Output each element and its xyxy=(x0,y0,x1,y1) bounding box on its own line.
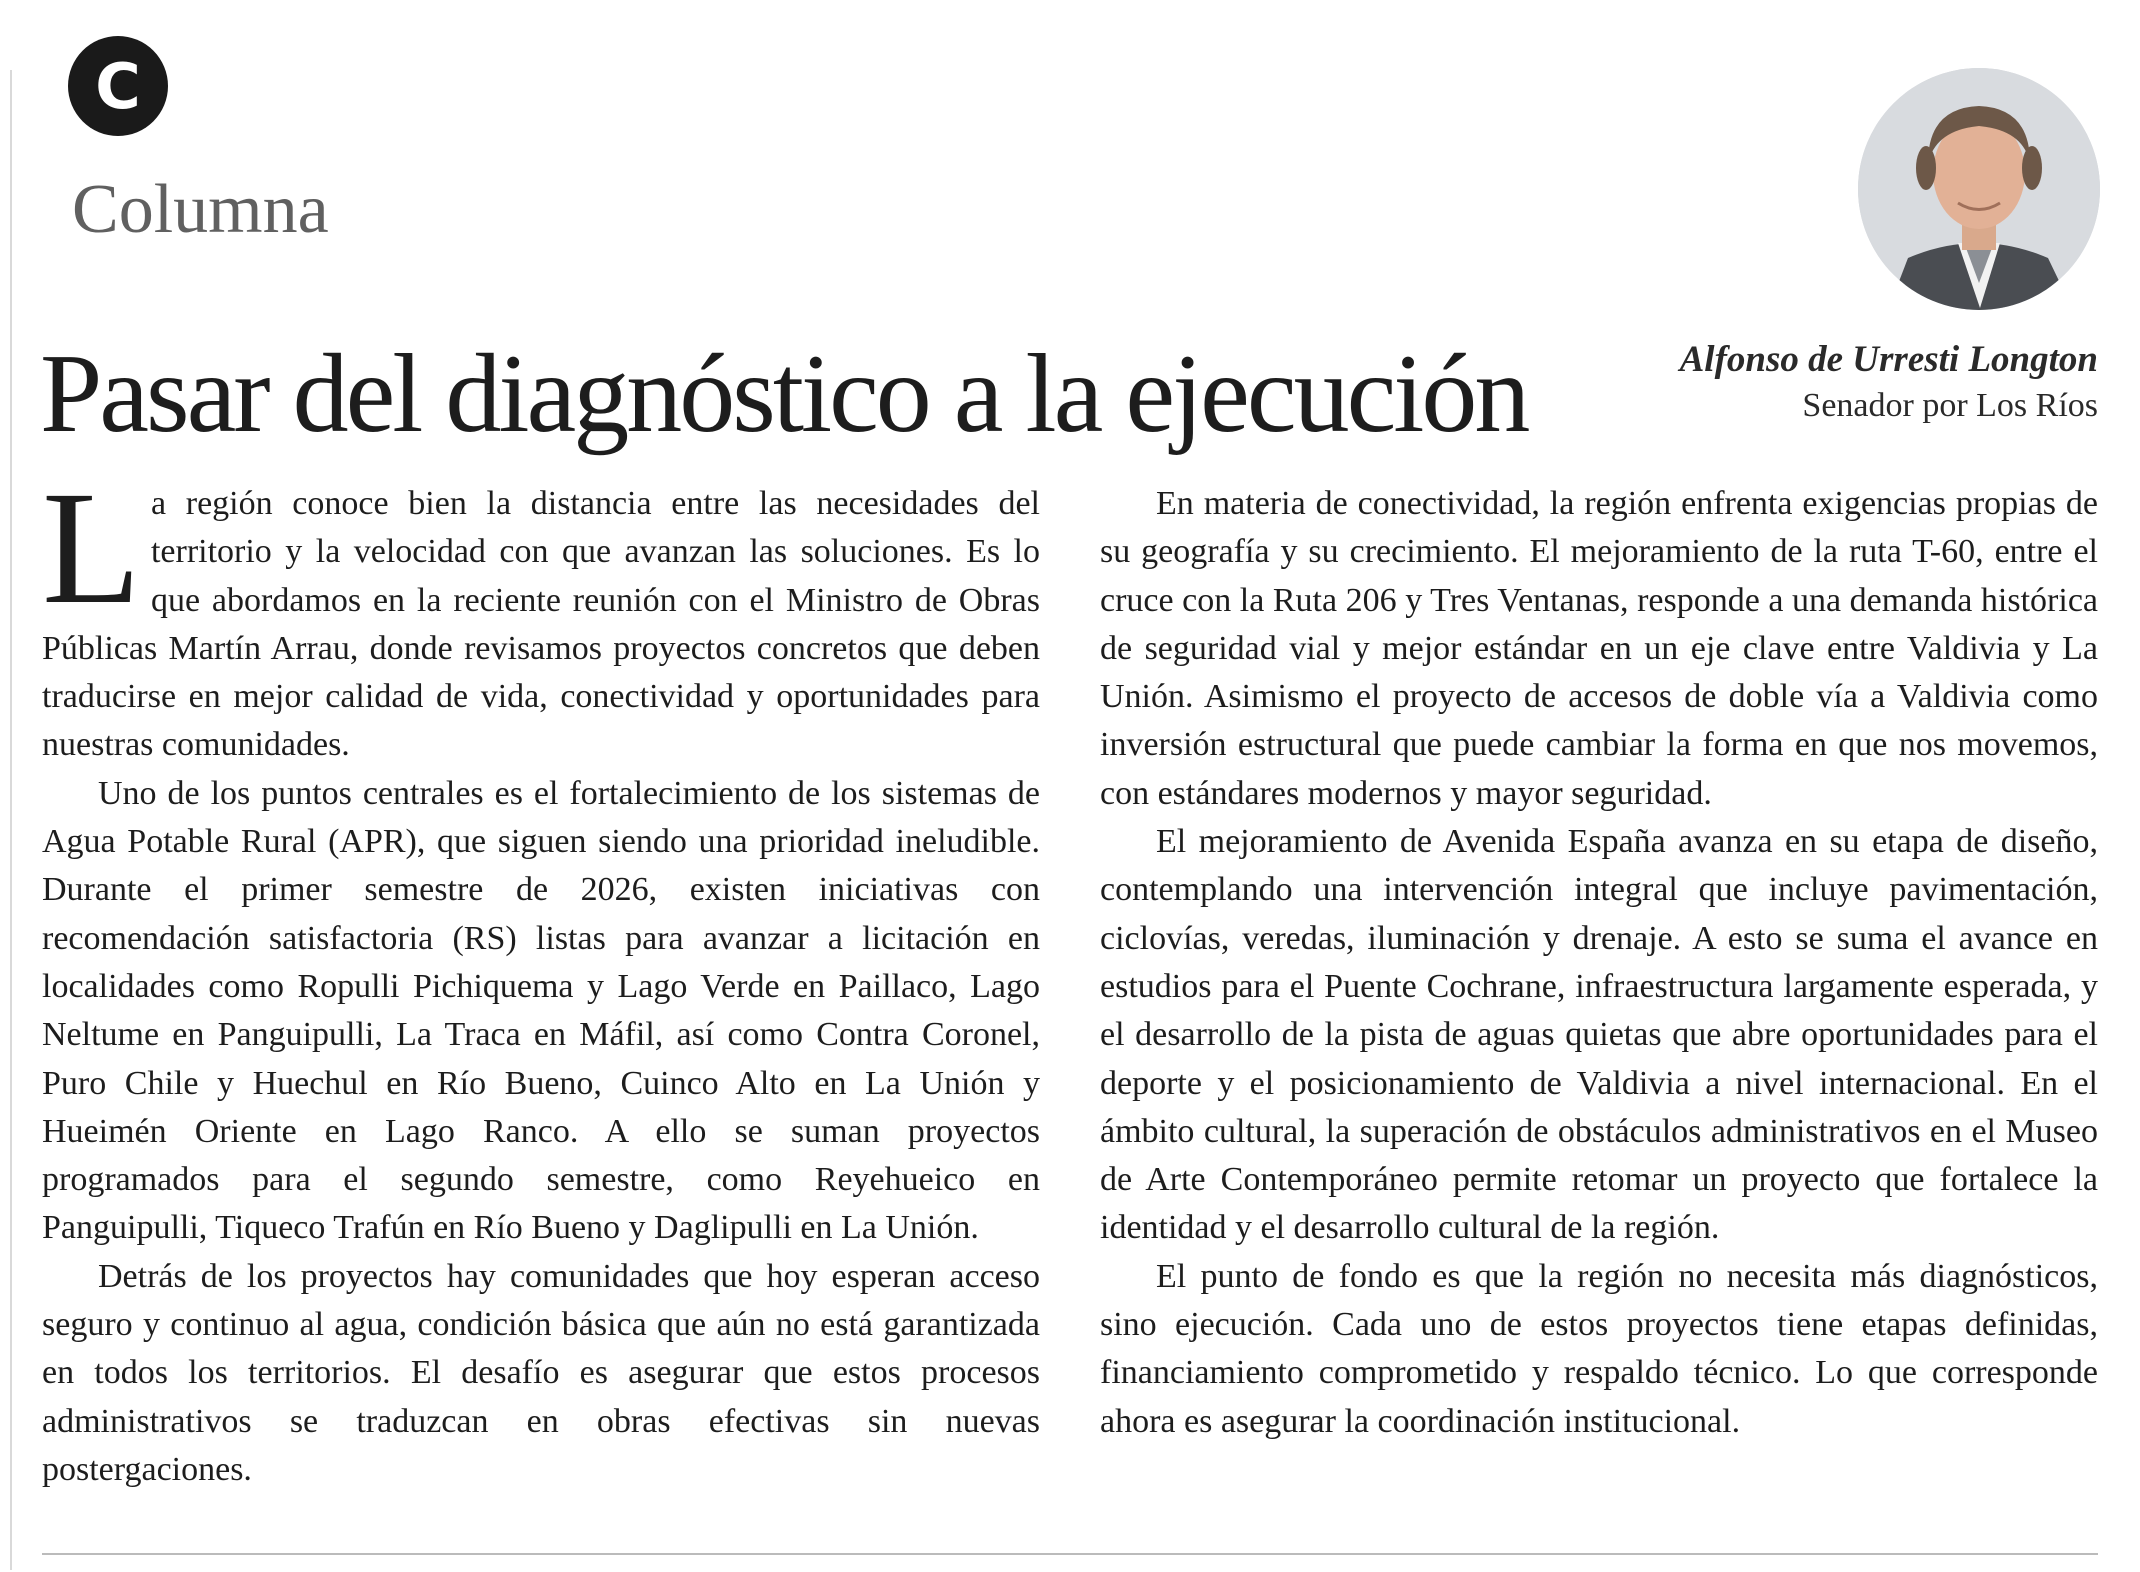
author-name: Alfonso de Urresti Longton xyxy=(1679,339,2098,380)
article-column-right xyxy=(1100,480,2098,1446)
author-portrait-drawing xyxy=(1858,68,2100,310)
paragraph-3: Detrás de los proyectos hay comunidades que hoy esperan acceso seguro y continuo al agua, condición básica que aún no está garantizada en todos los territorios. El desafío es asegurar que estos procesos administrativos se traduzcan en obras efectivas sin nuevas postergaciones. xyxy=(42,1257,1040,1488)
section-label: Columna xyxy=(72,171,329,248)
byline xyxy=(1680,338,2098,425)
author-role: Senador por Los Ríos xyxy=(1802,387,2098,424)
paragraph-2: Uno de los puntos centrales es el fortalecimiento de los sistemas de Agua Potable Rural (APR), que siguen siendo una prioridad ineludible. Durante el primer semestre de 2026, existen iniciativas con recomendación satisfactoria (RS) listas para avanzar a licitación en localidades como Ropulli Pichiquema y Lago Verde en Paillaco, Lago Neltume en Panguipulli, La Traca en Máfil, así como Contra Coronel, Puro Chile y Huechul en Río Bueno, Cuinco Alto en La Unión y Hueimén Oriente en Lago Ranco. A ello se suman proyectos programados para el segundo semestre, como Reyehueico en Panguipulli, Tiqueco Trafún en Río Bueno y Daglipulli en La Unión. xyxy=(42,774,1040,1247)
left-margin-rule xyxy=(10,70,12,1570)
article-column-left xyxy=(42,459,1040,1494)
paragraph-6: El punto de fondo es que la región no necesita más diagnósticos, sino ejecución. Cada uno de estos proyectos tiene etapas definidas, financiamiento comprometido y respaldo técnico. Lo que corresponde ahora es asegurar la coordinación institucional. xyxy=(1100,1257,2098,1440)
headline: Pasar del diagnóstico a la ejecución xyxy=(40,332,1528,456)
drop-cap: L xyxy=(42,459,141,638)
paragraph-5: El mejoramiento de Avenida España avanza en su etapa de diseño, contemplando una intervención integral que incluye pavimentación, ciclovías, veredas, iluminación y drenaje. A esto se suma el avance en estudios para el Puente Cochrane, infraestructura largamente esperada, y el desarrollo de la pista de aguas quietas que abre oportunidades para el deporte y el posicionamiento de Valdivia a nivel internacional. En el ámbito cultural, la superación de obstáculos administrativos en el Museo de Arte Contemporáneo permite retomar un proyecto que fortalece la identidad y el desarrollo cultural de la región. xyxy=(1100,823,2098,1247)
bottom-rule xyxy=(42,1553,2098,1555)
paragraph-4: En materia de conectividad, la región enfrenta exigencias propias de su geografía y su crecimiento. El mejoramiento de la ruta T-60, entre el cruce con la Ruta 206 y Tres Ventanas, responde a una demanda histórica de seguridad vial y mejor estándar en un eje clave entre Valdivia y La Unión. Asimismo el proyecto de accesos de doble vía a Valdivia como inversión estructural que puede cambiar la forma en que nos movemos, con estándares modernos y mayor seguridad. xyxy=(1100,485,2098,812)
section-badge-icon: C xyxy=(68,36,168,136)
paragraph-1 xyxy=(42,459,1040,770)
author-portrait-icon xyxy=(1858,68,2100,310)
paragraph-1-text: a región conoce bien la distancia entre las necesidades del territorio y la velocidad con que avanzan las soluciones. Es lo que abordamos en la reciente reunión con el Ministro de Obras Públicas Martín Arrau, donde revisamos proyectos concretos que deben traducirse en mejor calidad de vida, conectividad y oportunidades para nuestras comunidades. xyxy=(42,485,1040,764)
